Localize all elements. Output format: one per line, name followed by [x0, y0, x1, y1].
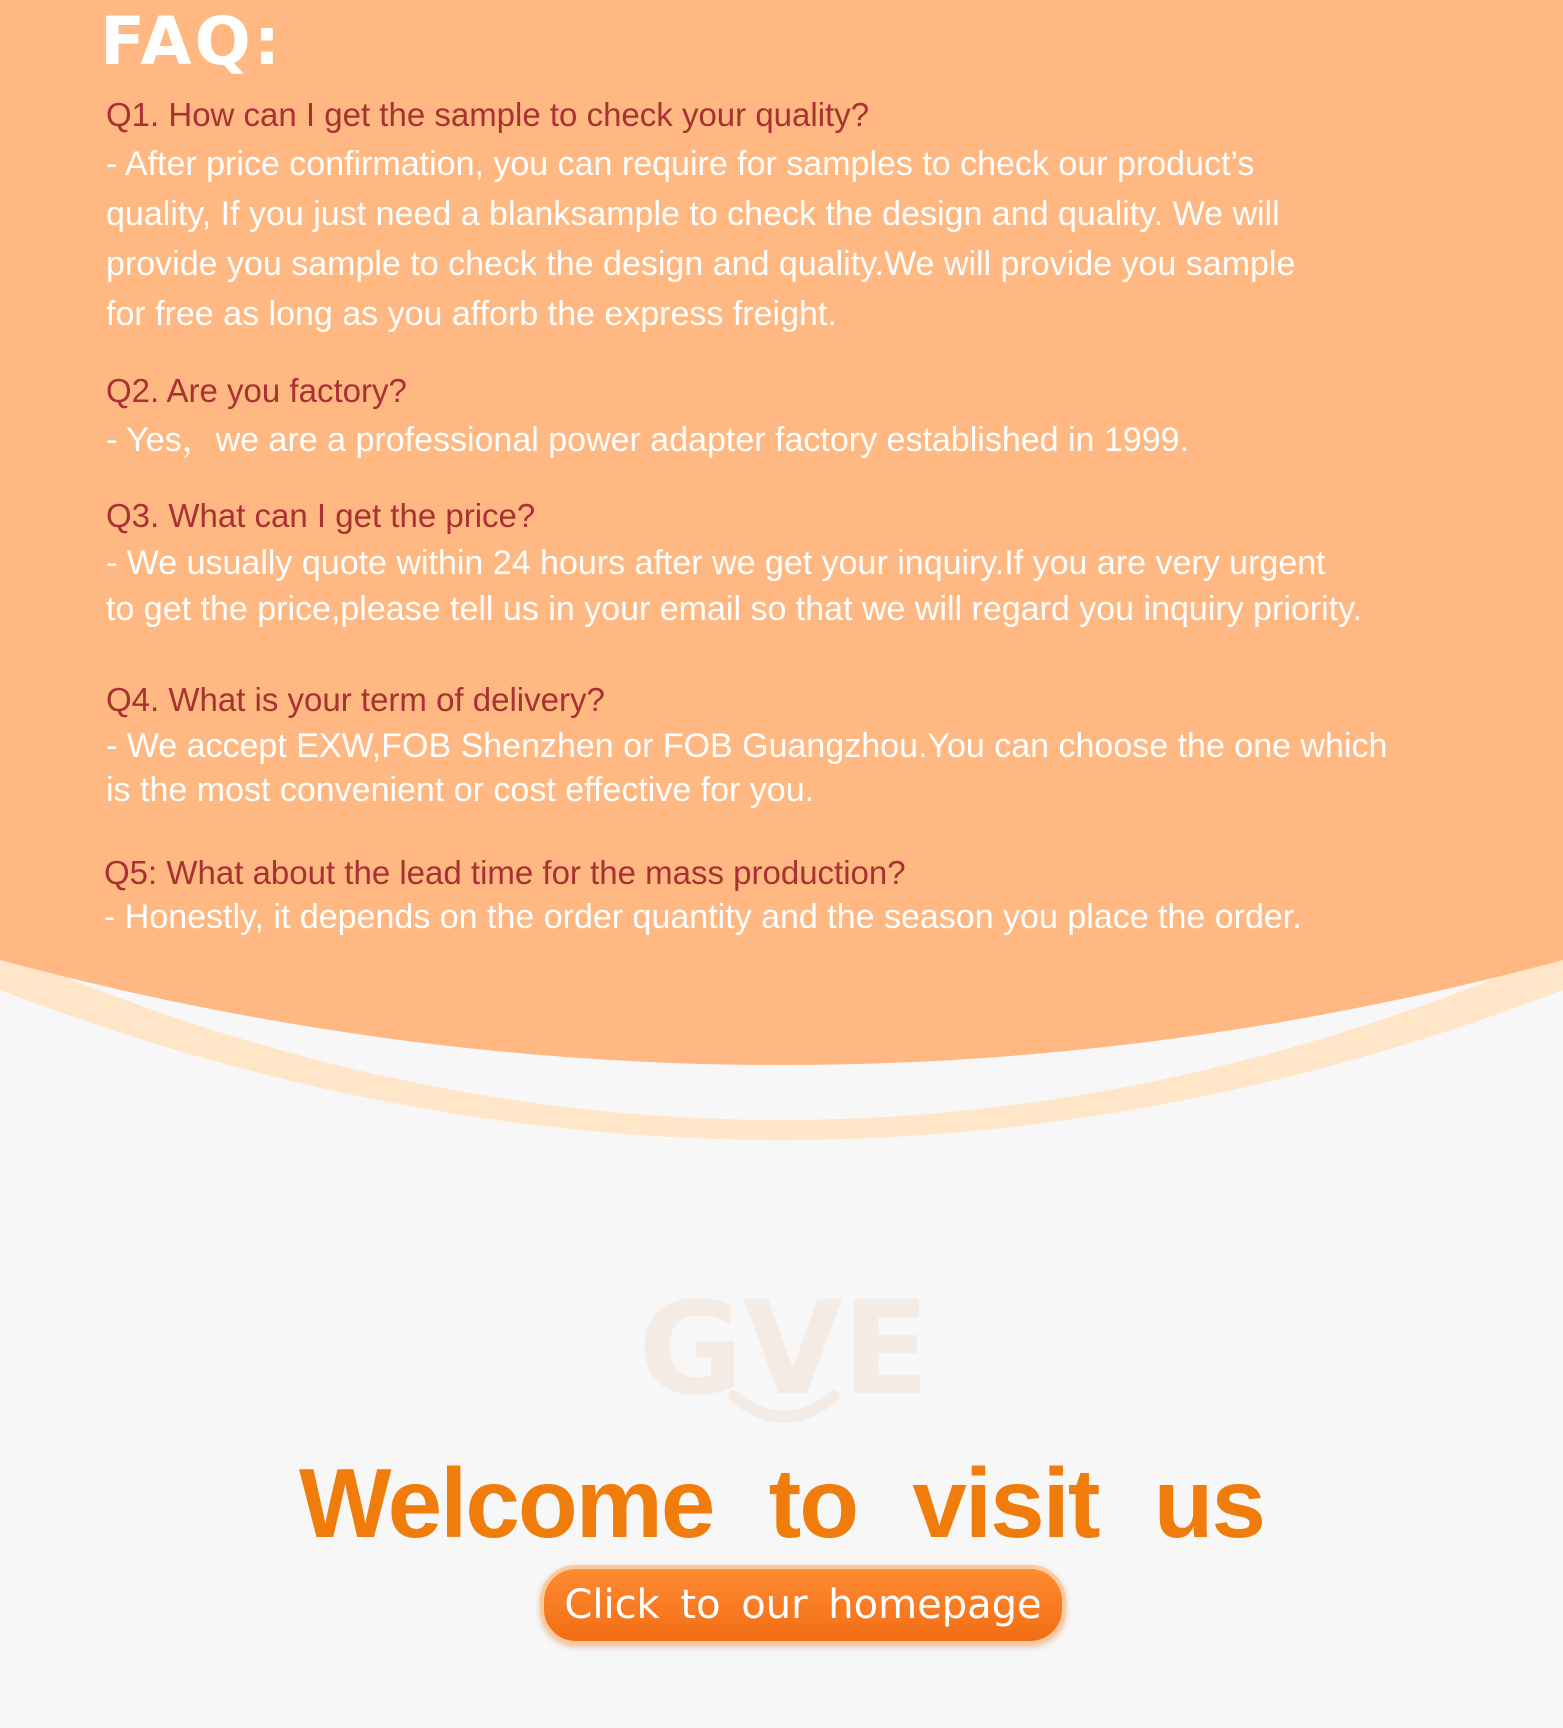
- faq-answer-1-line-2: quality, If you just need a blanksample to check the design and quality. We will: [106, 195, 1280, 233]
- faq-answer-5-line-1: - Honestly, it depends on the order quantity and the season you place the order.: [104, 898, 1302, 936]
- faq-title: FAQ:: [100, 3, 284, 80]
- faq-question-3: Q3. What can I get the price?: [106, 497, 536, 534]
- faq-answer-3-line-2: to get the price,please tell us in your email so that we will regard you inquiry priority.: [106, 590, 1363, 628]
- faq-answer-3-line-1: - We usually quote within 24 hours after we get your inquiry.If you are very urgent: [106, 544, 1326, 582]
- faq-answer-2: [106, 415, 1466, 465]
- faq-item-3: [106, 494, 1466, 632]
- homepage-button[interactable]: Click to our homepage: [540, 1565, 1066, 1645]
- faq-answer-3: [106, 540, 1466, 632]
- faq-answer-1: [106, 139, 1466, 339]
- faq-item-2: [106, 369, 1466, 465]
- faq-answer-1-line-3: provide you sample to check the design and quality.We will provide you sample: [106, 245, 1296, 283]
- faq-question-5: Q5: What about the lead time for the mass production?: [104, 854, 906, 891]
- faq-question-2: Q2. Are you factory?: [106, 372, 407, 409]
- gve-logo-text: GVE: [638, 1288, 930, 1424]
- faq-item-4: [106, 678, 1466, 812]
- welcome-heading: Welcome to visit us: [298, 1448, 1265, 1558]
- faq-item-5: [104, 851, 1464, 939]
- faq-item-1: [106, 93, 1466, 339]
- faq-answer-5: [104, 895, 1464, 939]
- faq-answer-1-line-1: - After price confirmation, you can require for samples to check our product’s: [106, 145, 1255, 183]
- faq-answer-4-line-1: - We accept EXW,FOB Shenzhen or FOB Guangzhou.You can choose the one which: [106, 727, 1388, 765]
- faq-question-1: Q1. How can I get the sample to check your quality?: [106, 96, 870, 133]
- faq-answer-4-line-2: is the most convenient or cost effective for you.: [106, 771, 815, 809]
- faq-question-4: Q4. What is your term of delivery?: [106, 681, 605, 718]
- faq-answer-1-line-4: for free as long as you afforb the express freight.: [106, 295, 837, 333]
- gve-logo: [594, 1288, 974, 1428]
- faq-answer-2-line-1: - Yes，we are a professional power adapter factory established in 1999.: [106, 421, 1189, 459]
- faq-answer-4: [106, 724, 1466, 812]
